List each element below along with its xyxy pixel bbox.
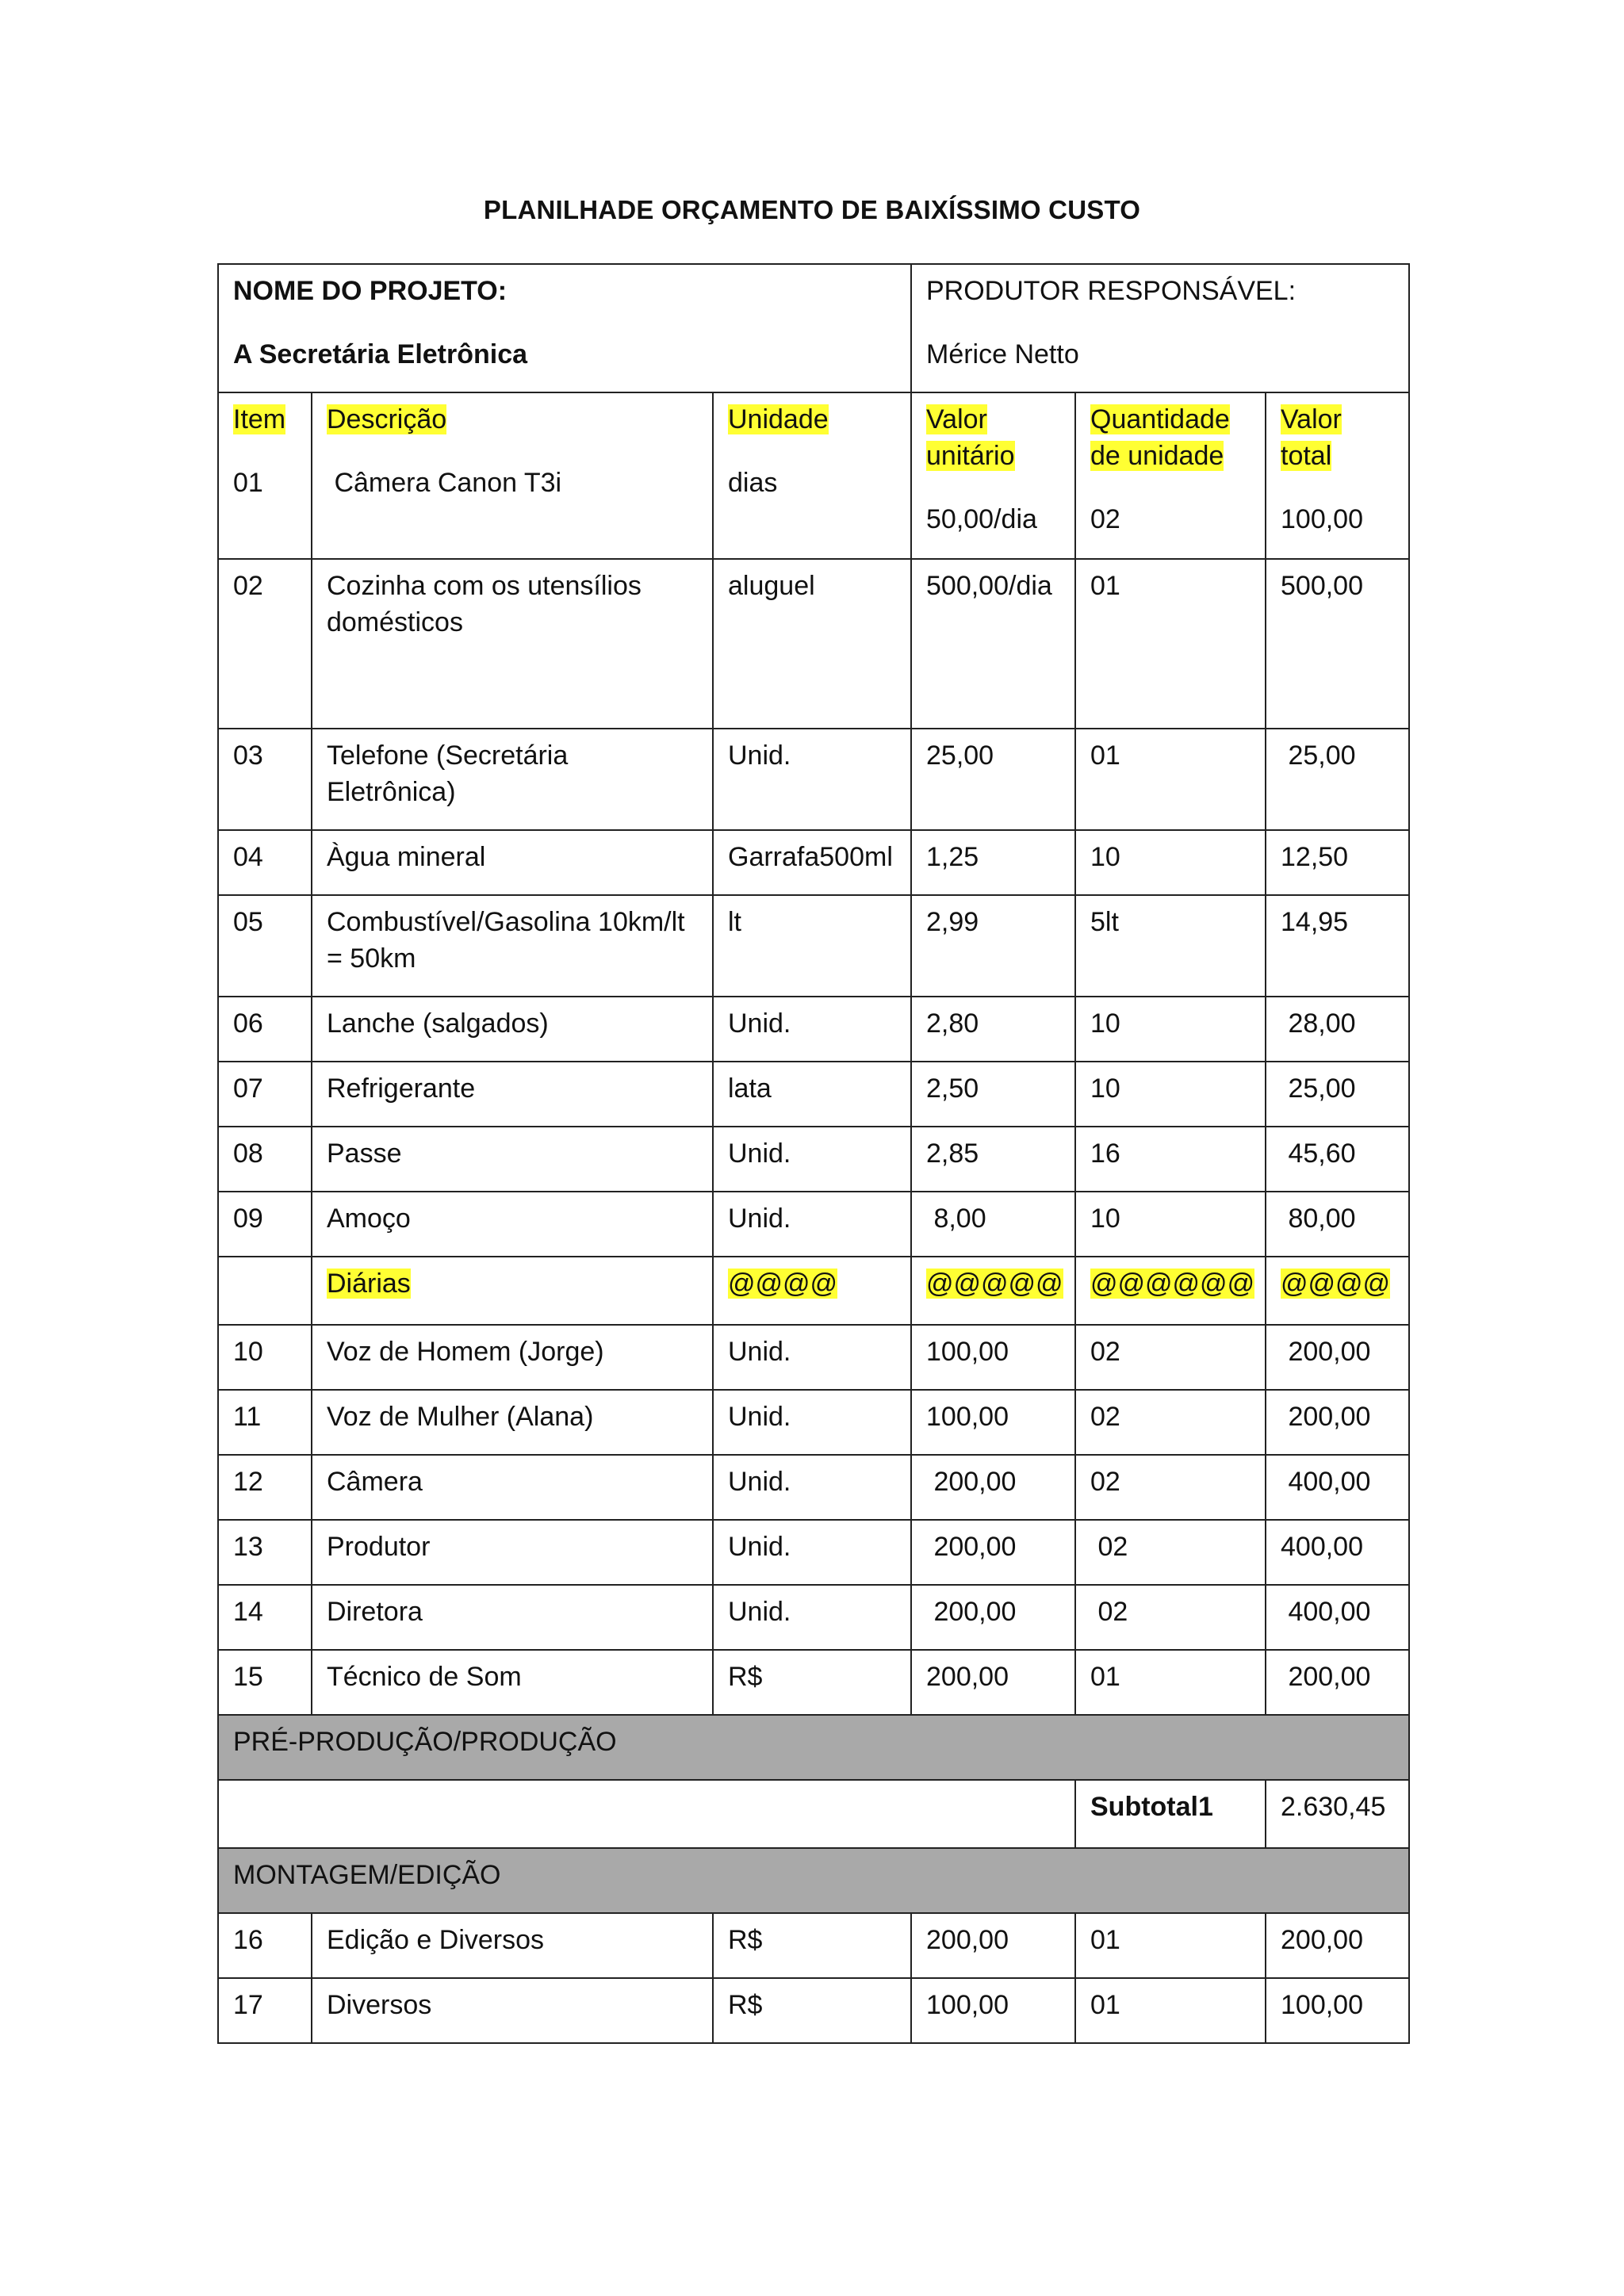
cell-quantity: 01 <box>1075 1913 1266 1978</box>
table-row <box>218 1192 1409 1257</box>
cell-item: 10 <box>218 1325 312 1390</box>
diarias-cell-description <box>312 1257 713 1325</box>
project-name-cell <box>218 264 911 392</box>
table-row <box>218 1390 1409 1455</box>
section-preproducao-label: PRÉ-PRODUÇÃO/PRODUÇÃO <box>218 1715 1409 1780</box>
diarias-unit: @@@@ <box>728 1269 838 1299</box>
cell-description: Refrigerante <box>312 1062 713 1127</box>
producer-cell <box>911 264 1409 392</box>
section-montagem-row <box>218 1848 1409 1913</box>
cell-unit: Unid. <box>713 1455 911 1520</box>
cell-total: 28,00 <box>1266 997 1409 1062</box>
cell-item: 07 <box>218 1062 312 1127</box>
cell-unit: Unid. <box>713 1585 911 1650</box>
cell-quantity: 02 <box>1075 1390 1266 1455</box>
cell-description: Voz de Homem (Jorge) <box>312 1325 713 1390</box>
cell-item: 17 <box>218 1978 312 2043</box>
cell-unit-value: 100,00 <box>911 1978 1075 2043</box>
cell-unit: Unid. <box>713 1390 911 1455</box>
table-row <box>218 1520 1409 1585</box>
cell-total: 25,00 <box>1266 1062 1409 1127</box>
cell-total: 80,00 <box>1266 1192 1409 1257</box>
page-title: PLANILHADE ORÇAMENTO DE BAIXÍSSIMO CUSTO <box>483 195 1141 224</box>
table-row <box>218 1127 1409 1192</box>
cell-item: 06 <box>218 997 312 1062</box>
item-value: 01 <box>233 468 263 498</box>
header-row <box>218 392 1409 559</box>
project-info-row <box>218 264 1409 392</box>
cell-unit: R$ <box>713 1913 911 1978</box>
cell-unit: aluguel <box>713 559 911 729</box>
cell-unit-value: 8,00 <box>911 1192 1075 1257</box>
table-row <box>218 559 1409 729</box>
cell-total: 14,95 <box>1266 895 1409 997</box>
budget-table <box>217 263 1410 2044</box>
cell-unit: Unid. <box>713 997 911 1062</box>
cell-quantity: 02 <box>1075 1455 1266 1520</box>
column-header-unit-value-line1: Valor <box>926 404 987 434</box>
cell-unit-value: 1,25 <box>911 830 1075 895</box>
cell-item: 08 <box>218 1127 312 1192</box>
cell-item: 02 <box>218 559 312 729</box>
table-row <box>218 1978 1409 2043</box>
cell-item: 04 <box>218 830 312 895</box>
cell-quantity: 10 <box>1075 997 1266 1062</box>
cell-quantity: 10 <box>1075 830 1266 895</box>
cell-item: 03 <box>218 729 312 830</box>
cell-unit-value: 200,00 <box>911 1520 1075 1585</box>
cell-unit: R$ <box>713 1650 911 1715</box>
cell-unit: Unid. <box>713 1127 911 1192</box>
unit-cell <box>713 392 911 559</box>
cell-quantity: 01 <box>1075 559 1266 729</box>
cell-description: Amoço <box>312 1192 713 1257</box>
cell-quantity: 02 <box>1075 1520 1266 1585</box>
item-cell <box>218 392 312 559</box>
diarias-cell-item <box>218 1257 312 1325</box>
cell-description: Edição e Diversos <box>312 1913 713 1978</box>
cell-description: Lanche (salgados) <box>312 997 713 1062</box>
diarias-cell-quantity <box>1075 1257 1266 1325</box>
table-row <box>218 1062 1409 1127</box>
cell-description: Produtor <box>312 1520 713 1585</box>
table-row <box>218 1585 1409 1650</box>
diarias-row <box>218 1257 1409 1325</box>
diarias-quantity: @@@@@@ <box>1090 1269 1255 1299</box>
cell-total: 400,00 <box>1266 1585 1409 1650</box>
subtotal-label: Subtotal1 <box>1075 1780 1266 1848</box>
unit-price-value: 50,00/dia <box>926 504 1037 534</box>
section-preproducao-row <box>218 1715 1409 1780</box>
column-header-total-line2: total <box>1281 441 1332 471</box>
cell-unit-value: 100,00 <box>911 1390 1075 1455</box>
table-row <box>218 997 1409 1062</box>
section-montagem-label: MONTAGEM/EDIÇÃO <box>218 1848 1409 1913</box>
cell-total: 45,60 <box>1266 1127 1409 1192</box>
cell-unit-value: 200,00 <box>911 1585 1075 1650</box>
budget-table-body <box>218 264 1409 2043</box>
unit-value-cell <box>911 392 1075 559</box>
table-row <box>218 830 1409 895</box>
cell-total: 12,50 <box>1266 830 1409 895</box>
column-header-description: Descrição <box>327 404 447 434</box>
subtotal-row <box>218 1780 1409 1848</box>
cell-unit: Garrafa500ml <box>713 830 911 895</box>
cell-quantity: 01 <box>1075 1978 1266 2043</box>
cell-unit-value: 500,00/dia <box>911 559 1075 729</box>
cell-unit: lt <box>713 895 911 997</box>
cell-description: Passe <box>312 1127 713 1192</box>
project-name-value: A Secretária Eletrônica <box>233 339 528 369</box>
cell-unit-value: 2,80 <box>911 997 1075 1062</box>
cell-unit: R$ <box>713 1978 911 2043</box>
cell-unit: lata <box>713 1062 911 1127</box>
diarias-cell-unit-value <box>911 1257 1075 1325</box>
column-header-item: Item <box>233 404 286 434</box>
table-row <box>218 1325 1409 1390</box>
cell-total: 200,00 <box>1266 1390 1409 1455</box>
cell-unit: Unid. <box>713 1192 911 1257</box>
cell-description: Àgua mineral <box>312 830 713 895</box>
table-row <box>218 1455 1409 1520</box>
description-value: Câmera Canon T3i <box>327 468 562 498</box>
cell-unit: Unid. <box>713 1325 911 1390</box>
quantity-value: 02 <box>1090 504 1120 534</box>
cell-item: 11 <box>218 1390 312 1455</box>
cell-description: Câmera <box>312 1455 713 1520</box>
producer-label: PRODUTOR RESPONSÁVEL: <box>926 276 1297 306</box>
cell-item: 16 <box>218 1913 312 1978</box>
cell-quantity: 02 <box>1075 1325 1266 1390</box>
cell-description: Voz de Mulher (Alana) <box>312 1390 713 1455</box>
cell-quantity: 01 <box>1075 1650 1266 1715</box>
table-row <box>218 895 1409 997</box>
cell-unit: Unid. <box>713 1520 911 1585</box>
cell-description: Diversos <box>312 1978 713 2043</box>
cell-total: 200,00 <box>1266 1913 1409 1978</box>
unit-value: dias <box>728 468 778 498</box>
cell-description: Técnico de Som <box>312 1650 713 1715</box>
cell-description: Diretora <box>312 1585 713 1650</box>
table-row <box>218 729 1409 830</box>
column-header-quantity-line1: Quantidade <box>1090 404 1230 434</box>
cell-unit-value: 2,85 <box>911 1127 1075 1192</box>
cell-description: Telefone (Secretária Eletrônica) <box>312 729 713 830</box>
cell-total: 400,00 <box>1266 1455 1409 1520</box>
cell-unit: Unid. <box>713 729 911 830</box>
description-cell <box>312 392 713 559</box>
quantity-cell <box>1075 392 1266 559</box>
cell-quantity: 5lt <box>1075 895 1266 997</box>
diarias-description: Diárias <box>327 1269 411 1299</box>
table-row <box>218 1913 1409 1978</box>
cell-quantity: 02 <box>1075 1585 1266 1650</box>
column-header-total-line1: Valor <box>1281 404 1342 434</box>
column-header-quantity-line2: de unidade <box>1090 441 1224 471</box>
cell-total: 500,00 <box>1266 559 1409 729</box>
cell-quantity: 10 <box>1075 1192 1266 1257</box>
diarias-cell-total <box>1266 1257 1409 1325</box>
cell-unit-value: 200,00 <box>911 1913 1075 1978</box>
cell-quantity: 16 <box>1075 1127 1266 1192</box>
subtotal-value: 2.630,45 <box>1266 1780 1409 1848</box>
cell-unit-value: 25,00 <box>911 729 1075 830</box>
cell-item: 05 <box>218 895 312 997</box>
cell-total: 200,00 <box>1266 1325 1409 1390</box>
cell-total: 400,00 <box>1266 1520 1409 1585</box>
cell-total: 200,00 <box>1266 1650 1409 1715</box>
column-header-unit-value-line2: unitário <box>926 441 1015 471</box>
total-value: 100,00 <box>1281 504 1363 534</box>
cell-quantity: 10 <box>1075 1062 1266 1127</box>
subtotal-spacer <box>218 1780 1075 1848</box>
cell-unit-value: 200,00 <box>911 1650 1075 1715</box>
project-name-label: NOME DO PROJETO: <box>233 276 508 306</box>
cell-unit-value: 2,50 <box>911 1062 1075 1127</box>
cell-description: Combustível/Gasolina 10km/lt = 50km <box>312 895 713 997</box>
total-cell <box>1266 392 1409 559</box>
cell-total: 25,00 <box>1266 729 1409 830</box>
producer-value: Mérice Netto <box>926 339 1079 369</box>
cell-description: Cozinha com os utensílios domésticos <box>312 559 713 729</box>
cell-item: 14 <box>218 1585 312 1650</box>
cell-unit-value: 2,99 <box>911 895 1075 997</box>
cell-item: 13 <box>218 1520 312 1585</box>
diarias-total: @@@@ <box>1281 1269 1391 1299</box>
cell-unit-value: 100,00 <box>911 1325 1075 1390</box>
cell-item: 12 <box>218 1455 312 1520</box>
table-row <box>218 1650 1409 1715</box>
diarias-cell-unit <box>713 1257 911 1325</box>
cell-item: 15 <box>218 1650 312 1715</box>
cell-quantity: 01 <box>1075 729 1266 830</box>
diarias-unit-value: @@@@@ <box>926 1269 1063 1299</box>
cell-item: 09 <box>218 1192 312 1257</box>
cell-total: 100,00 <box>1266 1978 1409 2043</box>
column-header-unit: Unidade <box>728 404 829 434</box>
cell-unit-value: 200,00 <box>911 1455 1075 1520</box>
